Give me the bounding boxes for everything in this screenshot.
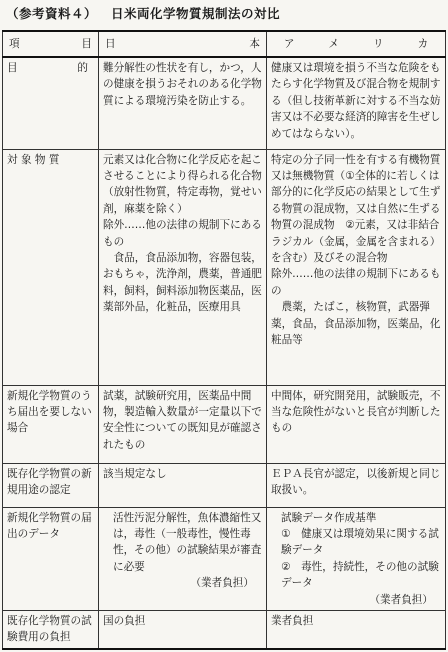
cell-usa: 中間体，研究開発用，試験販売，不当な危険性がないと長官が判断したもの [267, 385, 446, 463]
cost-note: （業者負担） [369, 593, 433, 606]
cell-usa: 特定の分子同一性を有する有機物質又は無機物質（①全体的に若しくは部分的に化学反応の結果として生ずる物質の混成物，又は自然に生ずる物質の混成物 ②元素，又は非結合ラジカル（金属，金属を含まれる）を含む）及びその混合物 除外……他の法律の規制下にあるもの 農薬，たばこ，核物質，武器弾薬，食品，食品添加物，医薬品，化粧品等 [267, 149, 446, 385]
table-row [3, 610, 446, 648]
cell-japan: 試薬，試験研究用，医薬品中間物，製造輸入数量が一定量以下で安全性についての既知見が確認されたもの [99, 385, 267, 463]
cell-usa: ＥＰＡ長官が認定，以後新規と同じ取扱い。 [267, 463, 446, 507]
cell-japan: 難分解性の性状を有し，かつ，人の健康を損うおそれのある化学物質による環境汚染を防止する。 [99, 57, 267, 149]
table-row [3, 463, 446, 507]
row-item: 新規化学物質の届出のデータ [3, 507, 99, 610]
header-usa: ア メ リ カ [267, 31, 446, 57]
cell-japan: 活性汚泥分解性，魚体濃縮性又は，毒性（一般毒性，慢性毒性，その他）の試験結果が審査に必要 （業者負担） [99, 507, 267, 610]
header-japan: 日 本 [99, 31, 267, 57]
cell-usa: 健康又は環境を損う不当な危険をもたらす化学物質及び混合物を規制する（但し技術革新に対する不当な妨害又は不必要な経済的障害を生ぜしめてはならない）。 [267, 57, 446, 149]
cell-japan: 国の負担 [99, 610, 267, 648]
table-row [3, 385, 446, 463]
table-row [3, 507, 446, 610]
cell-japan: 該当規定なし [99, 463, 267, 507]
row-item: 既存化学物質の試験費用の負担 [3, 610, 99, 648]
title-text: 日米両化学物質規制法の対比 [111, 6, 281, 21]
table-row [3, 149, 446, 385]
comparison-table [2, 30, 446, 650]
header-item: 項 目 [3, 31, 99, 57]
header-row [3, 31, 446, 57]
cell-usa: 業者負担 [267, 610, 446, 648]
cell-japan: 元素又は化合物に化学反応を起こさせることにより得られる化合物（放射性物質，特定毒物，覚せい剤，麻薬を除く） 除外……他の法律の規制下にあるもの 食品，食品添加物，容器包装，おもちゃ，洗浄剤，農薬，普通肥料，飼料，飼料添加物医薬品，医薬部外品，化粧品，医療用具 [99, 149, 267, 385]
row-item: 目 的 [3, 57, 99, 149]
title-prefix: （参考資料４） [6, 6, 98, 21]
row-item: 新規化学物質のうち届出を要しない場合 [3, 385, 99, 463]
row-item: 既存化学物質の新規用途の認定 [3, 463, 99, 507]
document-title [6, 4, 280, 23]
row-item: 対 象 物 質 [3, 149, 99, 385]
cost-note: （業者負担） [190, 577, 254, 590]
table-row [3, 57, 446, 149]
cell-usa: 試験データ作成基準 ① 健康又は環境効果に関する試験データ ② 毒性，持続性，その他の試験データ （業者負担） [267, 507, 446, 610]
